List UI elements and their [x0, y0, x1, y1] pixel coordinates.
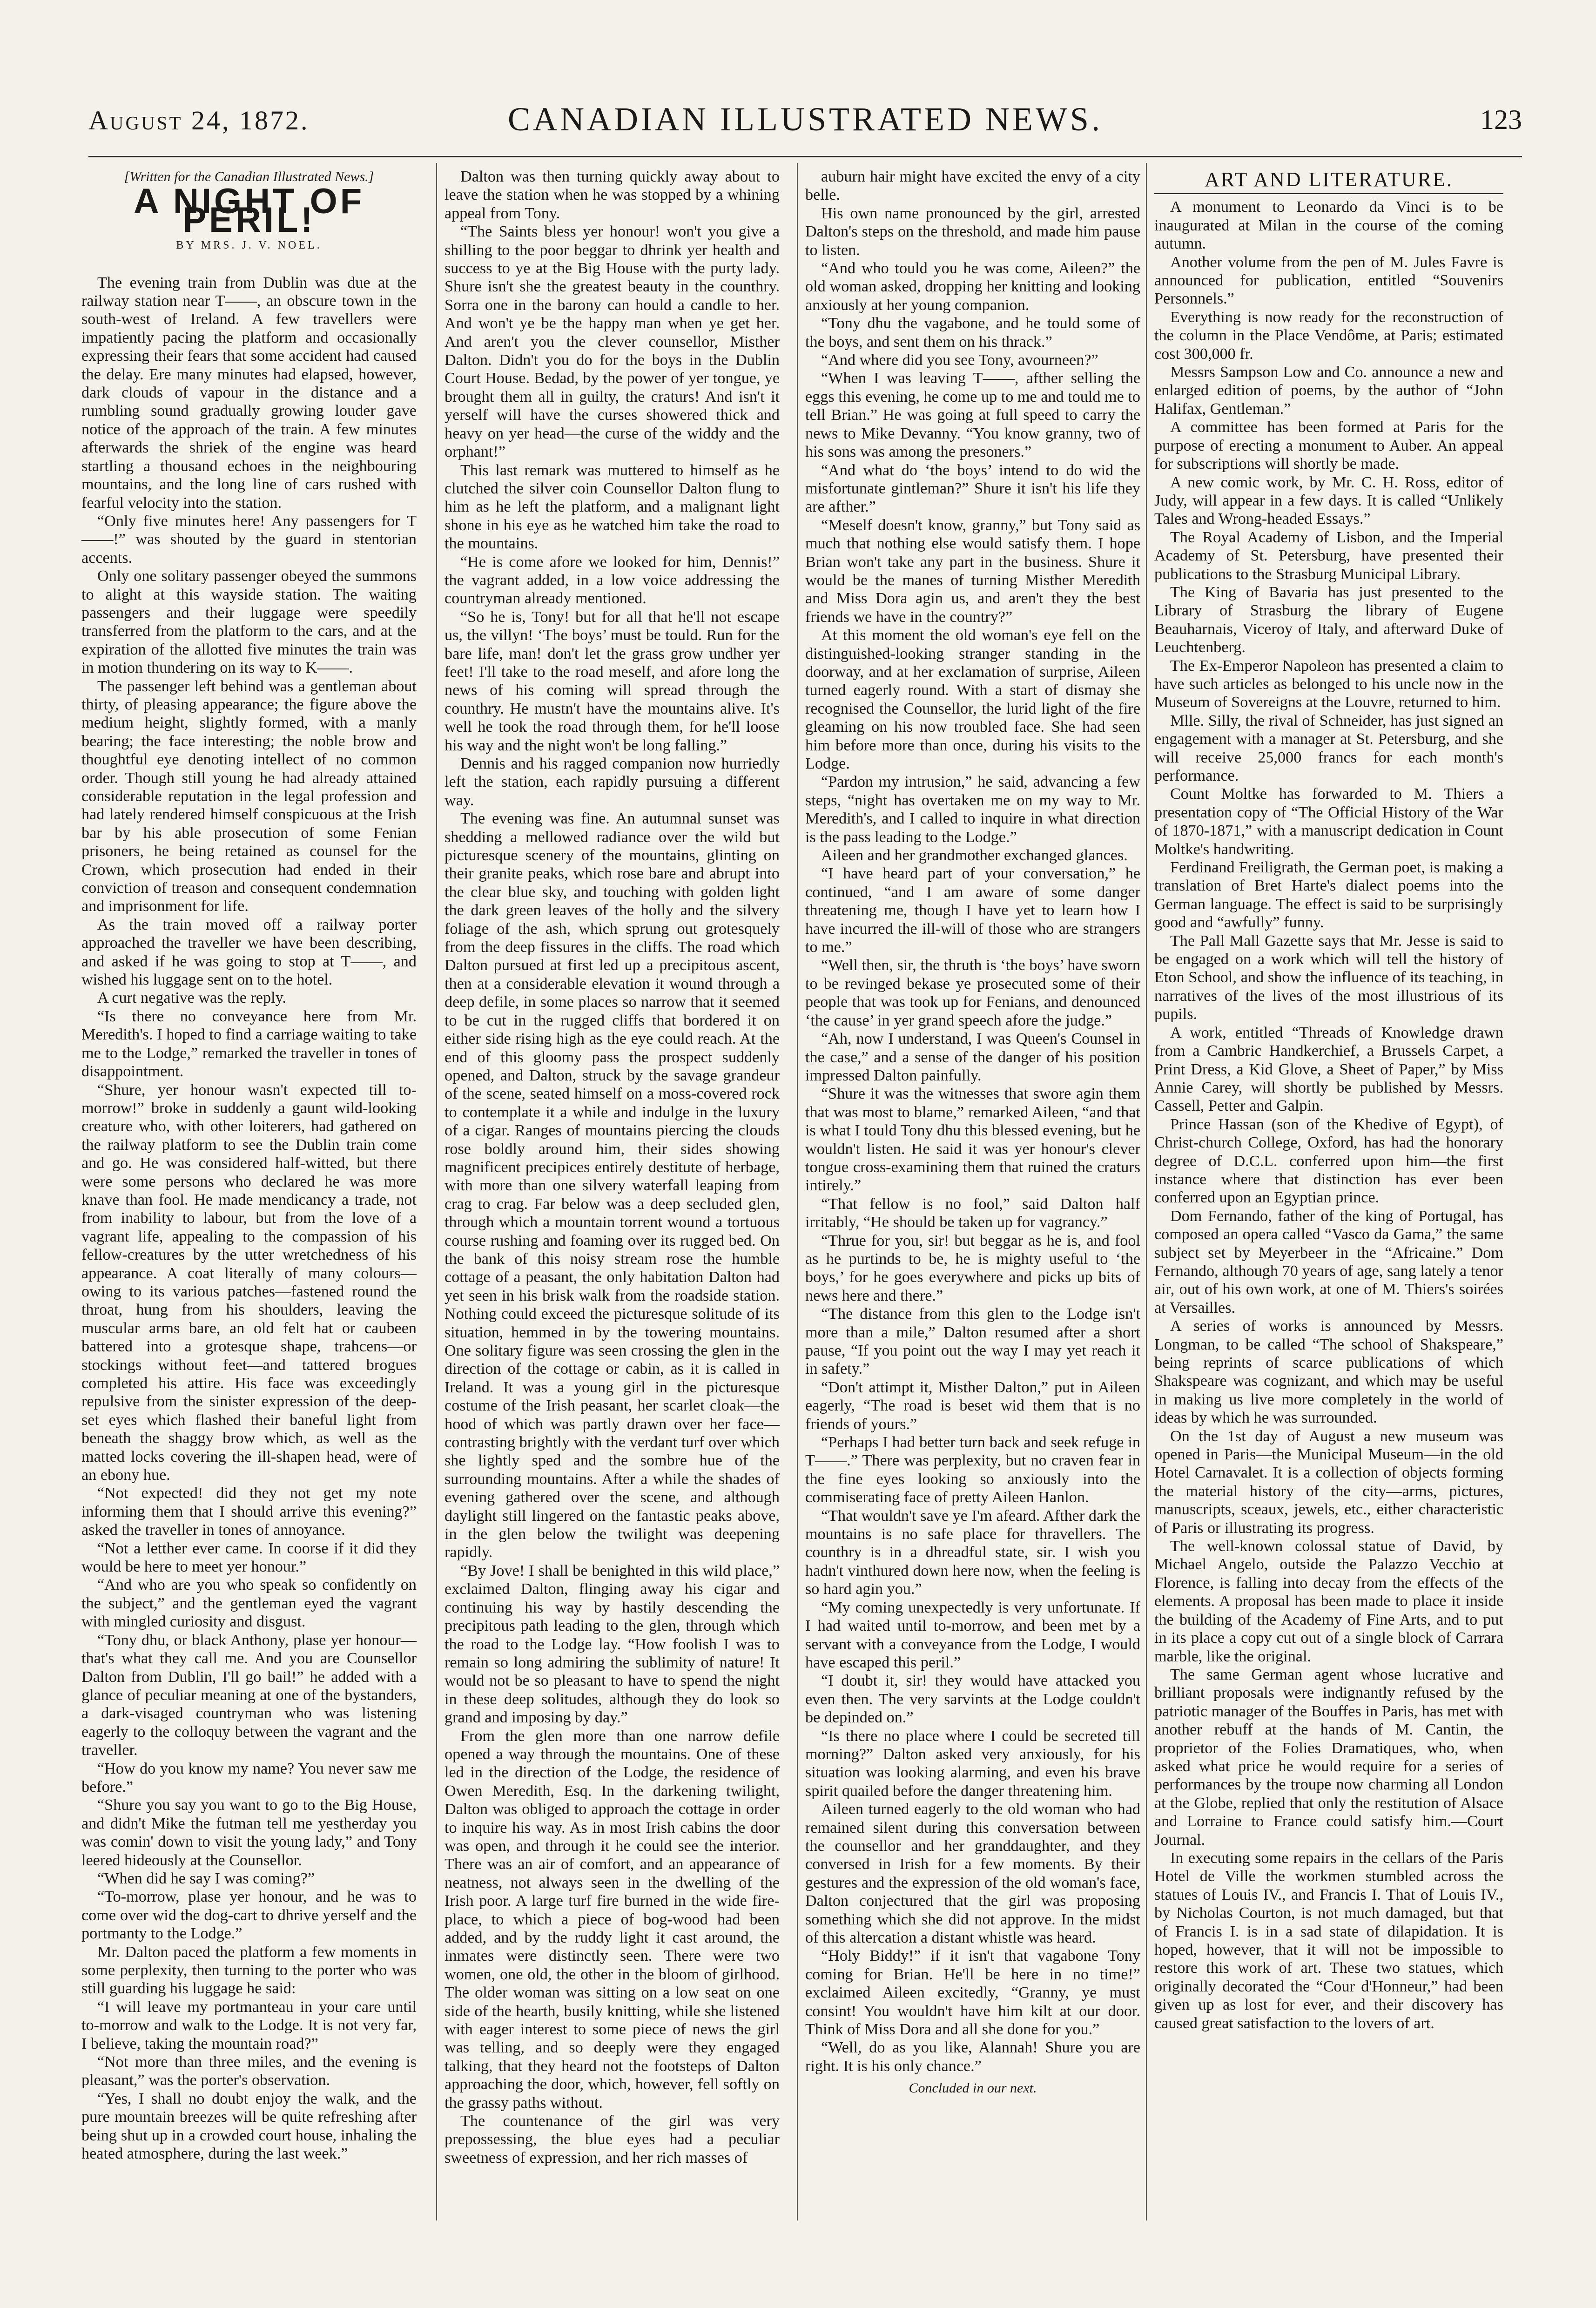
news-item: Prince Hassan (son of the Khedive of Egypt), of Christ-church College, Oxford, has had the honorary degree of D.C.L. conferred upon him—the first instance where that distinction has ever been conferred upon an Egyptian prince. — [1154, 1115, 1503, 1207]
news-item: In executing some repairs in the cellars of the Paris Hotel de Ville the workmen stumbled across the statues of Louis IV., and Francis I. That of Louis IV., by Nicholas Courton, is not much damaged, but that of Francis I. is in a sad state of dilapidation. It is hoped, however, that it will not be impossible to restore this work of art. These two statues, which originally decorated the “Cour d'Honneur,” had been given up as lost for ever, and their discovery has caused great satisfaction to the lovers of art. — [1154, 1849, 1503, 2032]
story-paragraph: “That fellow is no fool,” said Dalton half irritably, “He should be taken up for vagrancy.” — [805, 1195, 1140, 1231]
story-paragraph: At this moment the old woman's eye fell on the distinguished-looking stranger standing in the doorway, and at her exclamation of surprise, Aileen turned eagerly round. With a start of dismay she recognised the Counsellor, the lurid light of the fire gleaming on his now troubled face. She had seen him before more than once, during his visits to the Lodge. — [805, 627, 1140, 772]
concluded-note: Concluded in our next. — [909, 2080, 1037, 2096]
art-literature-column — [1154, 168, 1503, 2225]
story-paragraph: “I will leave my portmanteau in your care until to-morrow and walk to the Lodge. It is not very far, I believe, taking the mountain road?” — [81, 1998, 417, 2052]
story-paragraph: “Tony dhu the vagabone, and he tould some of the boys, and sent them on his thrack.” — [805, 315, 1140, 351]
news-item: Mlle. Silly, the rival of Schneider, has just signed an engagement with a manager at St. Petersburg, and she will receive 25,000 francs for each month's performance. — [1154, 712, 1503, 784]
story-paragraph: “The distance from this glen to the Lodge isn't more than a mile,” Dalton resumed after a short pause, “If you point out the way I may yet reach it in safety.” — [805, 1305, 1140, 1378]
masthead — [88, 100, 1522, 151]
news-item: The well-known colossal statue of David, by Michael Angelo, outside the Palazzo Vecchio at Florence, is falling into decay from the effects of the elements. A proposal has been made to place it inside the building of the Academy of Fine Arts, and to put in its place a copy cut out of a single block of Carrara marble, like the original. — [1154, 1538, 1503, 1665]
story-paragraph: The passenger left behind was a gentleman about thirty, of pleasing appearance; the figure above the medium height, slightly formed, with a manly bearing; the face interesting; the noble brow and thoughtful eye denoting intellect of no common order. Though still young he had already attained considerable reputation in the legal profession and had lately rendered himself conspicuous at the Irish bar by his able prosecution of some Fenian prisoners, he being retained as counsel for the Crown, which prosecution had ended in their conviction of treason and consequent condemnation and imprisonment for life. — [81, 677, 417, 915]
newspaper-title: CANADIAN ILLUSTRATED NEWS. — [508, 101, 1103, 138]
story-paragraph: “Shure you say you want to go to the Big House, and didn't Mike the futman tell me yestherday you was comin' down to visit the young lady,” and Tony leered hideously at the Counsellor. — [81, 1796, 417, 1869]
news-item: Count Moltke has forwarded to M. Thiers a presentation copy of “The Official History of the War of 1870-1871,” with a manuscript dedication in Count Moltke's handwriting. — [1154, 785, 1503, 858]
news-item: Ferdinand Freiligrath, the German poet, is making a translation of Bret Harte's dialect poems into the German language. The effect is said to be surprisingly good and “awfully” funny. — [1154, 859, 1503, 931]
news-item: The Pall Mall Gazette says that Mr. Jesse is said to be engaged on a work which will tell the history of Eton School, and show the influence of its teaching, in narratives of the lives of the most illustrious of its pupils. — [1154, 932, 1503, 1023]
story-paragraph: “Is there no conveyance here from Mr. Meredith's. I hoped to find a carriage waiting to take me to the Lodge,” remarked the traveller in tones of disappointment. — [81, 1007, 417, 1080]
header-rule — [88, 156, 1522, 157]
story-paragraph: “Yes, I shall no doubt enjoy the walk, and the pure mountain breezes will be quite refreshing after being shut up in a crowded court house, inhaling the heated atmosphere, during the last week.” — [81, 2090, 417, 2163]
story-paragraph: “When did he say I was coming?” — [97, 1869, 315, 1887]
news-item: Dom Fernando, father of the king of Portugal, has composed an opera called “Vasco da Gama,” the same subject set by Meyerbeer in the “Africaine.” Dom Fernando, although 70 years of age, sang lately a tenor air, out of his own work, at one of M. Thiers's soirées at Versailles. — [1154, 1207, 1503, 1316]
story-paragraph: “Well, do as you like, Alannah! Shure you are right. It is his only chance.” — [805, 2039, 1140, 2075]
story-paragraph: “Not expected! did they not get my note informing them that I should arrive this evening?” asked the traveller in tones of annoyance. — [81, 1485, 417, 1539]
story-paragraph: “Don't attimpt it, Misther Dalton,” put in Aileen eagerly, “The road is beset wid them that is no friends of yours.” — [805, 1378, 1140, 1433]
story-paragraph: “And who are you who speak so confidently on the subject,” and the gentleman eyed the vagrant with mingled curiosity and disgust. — [81, 1576, 417, 1631]
story-paragraph: “Only five minutes here! Any passengers for T——!” was shouted by the guard in stentorian accents. — [81, 512, 417, 567]
story-paragraph: The countenance of the girl was very prepossessing, the blue eyes had a peculiar sweetness of expression, and her rich masses of — [444, 2112, 780, 2166]
news-item: Another volume from the pen of M. Jules Favre is announced for publication, entitled “Souvenirs Personnels.” — [1154, 253, 1503, 308]
story-paragraph: A curt negative was the reply. — [97, 989, 286, 1007]
story-paragraph: Aileen and her grandmother exchanged glances. — [821, 847, 1128, 864]
story-paragraph: The evening was fine. An autumnal sunset was shedding a mellowed radiance over the wild but picturesque scenery of the mountains, glinting on their granite peaks, which rose bare and abrupt into the clear blue sky, and touching with golden light the dark green leaves of the holly and the silvery foliage of the ash, which sprung out grotesquely from the deep fissures in the cliffs. The road which Dalton pursued at first led up a precipitous ascent, then at a considerable elevation it wound through a deep defile, in some places so narrow that it seemed to be cut in the rugged cliffs that bordered it on either side rising high as the eye could reach. At the end of this gloomy pass the prospect suddenly opened, and Dalton, struck by the savage grandeur of the scene, seated himself on a moss-covered rock to contemplate it a while and indulge in the luxury of a cigar. Ranges of mountains piercing the clouds rose boldly around him, their sides showing magnificent precipices entirely destitute of herbage, with more than one silvery waterfall leaping from crag to crag. Far below was a deep secluded glen, through which a mountain torrent wound a tortuous course rushing and foaming over its rugged bed. On the bank of this noisy stream rose the humble cottage of a peasant, the only habitation Dalton had yet seen in his brisk walk from the roadside station. Nothing could exceed the picturesque solitude of its situation, hemmed in by the towering mountains. One solitary figure was seen crossing the glen in the direction of the cottage or cabin, as it is called in Ireland. It was a young girl in the picturesque costume of the Irish peasant, her scarlet cloak—the hood of which was partly drawn over her face—contrasting brightly with the verdant turf over which she lightly sped and the sombre hue of the surrounding mountains. After a while the shades of evening gathered over the scene, and although daylight still lingered on the fantastic peaks above, in the glen below the twilight was deepening rapidly. — [444, 810, 780, 1561]
column-divider — [797, 163, 798, 2220]
story-paragraph: “Holy Biddy!” if it isn't that vagabone Tony coming for Brian. He'll be here in no time!” exclaimed Aileen excitedly, “Granny, ye must consint! You wouldn't have him kilt at our door. Think of Miss Dora and all she done for you.” — [805, 1947, 1140, 2038]
story-paragraph: From the glen more than one narrow defile opened a way through the mountains. One of these led in the direction of the Lodge, the residence of Owen Meredith, Esq. In the darkening twilight, Dalton was obliged to approach the cottage in order to inquire his way. As in most Irish cabins the door was open, and through it he could see the interior. There was an air of comfort, and an appearance of neatness, not always seen in the dwelling of the Irish poor. A large turf fire burned in the wide fire-place, to which a piece of bog-wood had been added, and by the ruddy light it cast around, the inmates were distinctly seen. There were two women, one old, the other in the bloom of girlhood. The older woman was sitting on a low seat on one side of the hearth, busily knitting, while she listened with eager interest to some piece of news the girl was telling, and so deeply were they engaged talking, that they heard not the footsteps of Dalton approaching the door, which, however, fell softly on the grassy paths without. — [444, 1727, 780, 2112]
story-paragraph: Aileen turned eagerly to the old woman who had remained silent during this conversation between the counsellor and her granddaughter, and they conversed in Irish for a few moments. By their gestures and the expression of the old woman's face, Dalton conjectured that the girl was proposing something which she did not approve. In the midst of this altercation a distant whistle was heard. — [805, 1801, 1140, 1946]
story-paragraph: His own name pronounced by the girl, arrested Dalton's steps on the threshold, and made him pause to listen. — [805, 204, 1140, 259]
story-paragraph: Dalton was then turning quickly away about to leave the station when he was stopped by a whining appeal from Tony. — [444, 168, 780, 222]
page-number: 123 — [1480, 104, 1522, 135]
story-paragraph: The evening train from Dublin was due at the railway station near T——, an obscure town in the south-west of Ireland. A few travellers were impatiently pacing the platform and occasionally expressing their fears that some accident had caused the delay. Ere many minutes had elapsed, however, dark clouds of vapour in the distance and a rumbling sound gradually growing louder gave notice of the approach of the train. A few minutes afterwards the shriek of the engine was heard startling a thousand echoes in the neighbouring mountains, and the long line of cars rushed with fearful velocity into the station. — [81, 274, 417, 512]
story-paragraph: “So he is, Tony! but for all that he'll not escape us, the villyn! ‘The boys’ must be tould. Run for the bare life, man! don't let the grass grow undher yer feet! I'll take to the road meself, and afore long the news of his coming will spread through the counthry. He mustn't have the mountains alive. It's well he took the road through them, for he'll loose his way and the night won't be long falling.” — [444, 608, 780, 754]
story-credit: [Written for the Canadian Illustrated News.] — [124, 169, 374, 184]
story-paragraph: “And who tould you he was come, Aileen?” the old woman asked, dropping her knitting and looking anxiously at her young companion. — [805, 260, 1140, 314]
story-paragraph: “Is there no place where I could be secreted till morning?” Dalton asked very anxiously, for his situation was looking alarming, and even his brave spirit quailed before the danger threatening him. — [805, 1727, 1140, 1800]
story-paragraph: “I doubt it, sir! they would have attacked you even then. The very sarvints at the Lodge couldn't be depinded on.” — [805, 1672, 1140, 1727]
news-item: The Ex-Emperor Napoleon has presented a claim to have such articles as belonged to his uncle now in the Museum of Sovereigns at the Louvre, returned to him. — [1154, 657, 1503, 711]
news-item: The King of Bavaria has just presented to the Library of Strasburg the library of Eugene Beauharnais, Viceroy of Italy, and afterward Duke of Leuchtenberg. — [1154, 583, 1503, 656]
issue-date: August 24, 1872. — [88, 105, 310, 135]
story-paragraph: “Thrue for you, sir! but beggar as he is, and fool as he purtinds to be, he is mighty useful to ‘the boys,’ for he goes everywhere and picks up bits of news here and there.” — [805, 1232, 1140, 1304]
story-paragraph: “Well then, sir, the thruth is ‘the boys’ have sworn to be revinged bekase ye prosecuted some of their people that was took up for Fenians, and denounced ‘the cause’ in yer grand speech afore the judge.” — [805, 957, 1140, 1029]
story-paragraph: “When I was leaving T——, afther selling the eggs this evening, he come up to me and tould me to tell Brian.” He was going at full speed to carry the news to Mike Devanny. “You know granny, two of his sons was among the presoners.” — [805, 370, 1140, 461]
story-paragraph: “Shure, yer honour wasn't expected till to-morrow!” broke in suddenly a gaunt wild-looking creature who, with other loiterers, had gathered on the railway platform to see the Dublin train come and go. He was considered half-witted, but there were some persons who declared he was more knave than fool. He made mendicancy a trade, not from inability to labour, but from the love of a vagrant life, appealing to the compassion of his fellow-creatures by the utter wretchedness of his appearance. A coat literally of many colours—owing to its various patches—fastened round the throat, hung from his shoulders, leaving the muscular arms bare, an old felt hat or caubeen battered into a grotesque shape, trahcens—or stockings without feet—and tattered brogues completed his attire. His face was exceedingly repulsive from the sinister expression of the deep-set eyes which flashed their baneful light from beneath the shaggy brow which, as well as the matted locks covering the ill-shapen head, were of an ebony hue. — [81, 1081, 417, 1484]
story-paragraph: “Tony dhu, or black Anthony, plase yer honour—that's what they call me. And you are Counsellor Dalton from Dublin, I'll go bail!” he added with a glance of peculiar meaning at one of the bystanders, a dark-visaged countryman who was listening eagerly to the colloquy between the vagrant and the traveller. — [81, 1631, 417, 1759]
story-paragraph: “Not more than three miles, and the evening is pleasant,” was the porter's observation. — [81, 2053, 417, 2089]
story-paragraph: “Perhaps I had better turn back and seek refuge in T——.” There was perplexity, but no craven fear in the fine eyes looking so anxiously into the commiserating face of pretty Aileen Hanlon. — [805, 1434, 1140, 1506]
column-divider — [436, 163, 437, 2220]
news-item: A series of works is announced by Messrs. Longman, to be called “The school of Shakspeare,” being reprints of scarce publications of which Shakspeare was cognizant, and which may be useful in making us live more completely in the world of ideas by which he was surrounded. — [1154, 1317, 1503, 1427]
section-title: ART AND LITERATURE. — [1154, 170, 1503, 194]
story-paragraph: This last remark was muttered to himself as he clutched the silver coin Counsellor Dalton flung to him as he left the platform, and a malignant light shone in his eye as he watched him take the road to the mountains. — [444, 461, 780, 553]
story-paragraph: “Ah, now I understand, I was Queen's Counsel in the case,” and a sense of the danger of his position impressed Dalton painfully. — [805, 1030, 1140, 1084]
story-paragraph: “Shure it was the witnesses that swore agin them that was most to blame,” remarked Aileen, “and that is what I tould Tony dhu this blessed evening, but he wouldn't listen. He said it was yer honour's clever tongue cross-examining them that ruined the craturs intirely.” — [805, 1085, 1140, 1194]
story-byline: BY MRS. J. V. NOEL. — [176, 239, 322, 252]
story-paragraph: “To-morrow, plase yer honour, and he was to come over wid the dog-cart to dhrive yerself and the portmanty to the Lodge.” — [81, 1888, 417, 1943]
news-item: A committee has been formed at Paris for the purpose of erecting a monument to Auber. An appeal for subscriptions will shortly be made. — [1154, 418, 1503, 473]
story-paragraph: “The Saints bless yer honour! won't you give a shilling to the poor beggar to dhrink yer health and success to ye at the Big House with the purty lady. Shure isn't she the greatest beauty in the counthry. Sorra one in the barony can hould a candle to her. And won't ye be the happy man when ye get her. And aren't you the clever counsellor, Misther Dalton. Didn't you do for the boys in the Dublin Court House. Bedad, by the power of yer tongue, ye brought them all in guilty, the craturs! And isn't it yerself will have the curses showered thick and heavy on yer head—the curse of the widdy and the orphant!” — [444, 223, 780, 461]
story-paragraph: “He is come afore we looked for him, Dennis!” the vagrant added, in a low voice addressing the countryman already mentioned. — [444, 553, 780, 607]
story-paragraph: As the train moved off a railway porter approached the traveller we have been describing, and asked if he was going to stop at T——, and wished his luggage sent on to the hotel. — [81, 916, 417, 989]
column-divider — [1146, 163, 1147, 2220]
story-paragraph: Mr. Dalton paced the platform a few moments in some perplexity, then turning to the porter who was still guarding his luggage he said: — [81, 1943, 417, 1998]
news-item: Messrs Sampson Low and Co. announce a new and enlarged edition of poems, by the author of “John Halifax, Gentleman.” — [1154, 364, 1503, 418]
story-column-1 — [81, 168, 417, 2225]
story-paragraph: “Pardon my intrusion,” he said, advancing a few steps, “night has overtaken me on my way to Mr. Meredith's, and I called to inquire in what direction is the pass leading to the Lodge.” — [805, 773, 1140, 846]
news-item: A monument to Leonardo da Vinci is to be inaugurated at Milan in the course of the coming autumn. — [1154, 198, 1503, 253]
story-paragraph: auburn hair might have excited the envy of a city belle. — [805, 168, 1140, 204]
news-item: Everything is now ready for the reconstruction of the column in the Place Vendôme, at Paris; estimated cost 300,000 fr. — [1154, 308, 1503, 363]
story-paragraph: “How do you know my name? You never saw me before.” — [81, 1760, 417, 1795]
story-paragraph: “By Jove! I shall be benighted in this wild place,” exclaimed Dalton, flinging away his cigar and continuing his way by hastily descending the precipitous path leading to the glen, through which the road to the Lodge lay. “How foolish I was to remain so long admiring the sublimity of nature! It would not be so pleasant to have to spend the night in these deep solitudes, although they do look so grand and imposing by day.” — [444, 1562, 780, 1727]
story-paragraph: “And what do ‘the boys’ intend to do wid the misfortunate gintleman?” Shure it isn't his life they are afther.” — [805, 461, 1140, 516]
story-paragraph: Dennis and his ragged companion now hurriedly left the station, each rapidly pursuing a different way. — [444, 755, 780, 809]
news-item: The Royal Academy of Lisbon, and the Imperial Academy of St. Petersburg, have presented their publications to the Strasburg Municipal Library. — [1154, 528, 1503, 583]
news-item: The same German agent whose lucrative and brilliant proposals were indignantly refused by the patriotic manager of the Bouffes in Paris, has met with another rebuff at the hands of M. Cantin, the proprietor of the Folies Dramatiques, who, when asked what price he would require for a series of performances by the troupe now charming all London at the Globe, replied that only the restitution of Alsace and Lorraine to France could satisfy him.—Court Journal. — [1154, 1666, 1503, 1849]
news-item: On the 1st day of August a new museum was opened in Paris—the Municipal Museum—in the old Hotel Carnavalet. It is a collection of objects forming the material history of the city—arms, pictures, manuscripts, sceaux, jewels, etc., either characteristic of Paris or illustrating its progress. — [1154, 1427, 1503, 1537]
story-paragraph: “Not a letther ever came. In coorse if it did they would be here to meet yer honour.” — [81, 1539, 417, 1576]
story-paragraph: “That wouldn't save ye I'm afeard. Afther dark the mountains is no safe place for thravellers. The counthry is in a dhreadful state, sir. I wish you hadn't vinthured down here now, when the feeling is so hard agin you.” — [805, 1507, 1140, 1598]
story-paragraph: “My coming unexpectedly is very unfortunate. If I had waited until to-morrow, and been met by a servant with a conveyance from the Lodge, I would have escaped this peril.” — [805, 1599, 1140, 1671]
story-title: A NIGHT OF PERIL! — [133, 182, 365, 240]
news-item: A new comic work, by Mr. C. H. Ross, editor of Judy, will appear in a few days. It is called “Unlikely Tales and Wrong-headed Essays.” — [1154, 473, 1503, 528]
story-paragraph: “Meself doesn't know, granny,” but Tony said as much that nothing else would satisfy them. I hope Brian won't take any part in the business. Shure it would be the manes of turning Misther Meredith and Miss Dora agin us, and aren't they the best friends we have in the country?” — [805, 516, 1140, 626]
news-item: A work, entitled “Threads of Knowledge drawn from a Cambric Handkerchief, a Brussels Carpet, a Print Dress, a Kid Glove, a Sheet of Paper,” by Miss Annie Carey, will shortly be published by Messrs. Cassell, Petter and Galpin. — [1154, 1024, 1503, 1115]
story-paragraph: “I have heard part of your conversation,” he continued, “and I am aware of some danger threatening me, though I have yet to learn how I have incurred the ill-will of those who are strangers to me.” — [805, 865, 1140, 956]
story-column-3 — [805, 168, 1140, 2225]
story-paragraph: Only one solitary passenger obeyed the summons to alight at this wayside station. The waiting passengers and their luggage were speedily transferred from the platform to the cars, and at the expiration of the allotted five minutes the train was in motion thundering on its way to K——. — [81, 567, 417, 677]
story-column-2 — [444, 168, 780, 2225]
story-paragraph: “And where did you see Tony, avourneen?” — [821, 351, 1098, 369]
